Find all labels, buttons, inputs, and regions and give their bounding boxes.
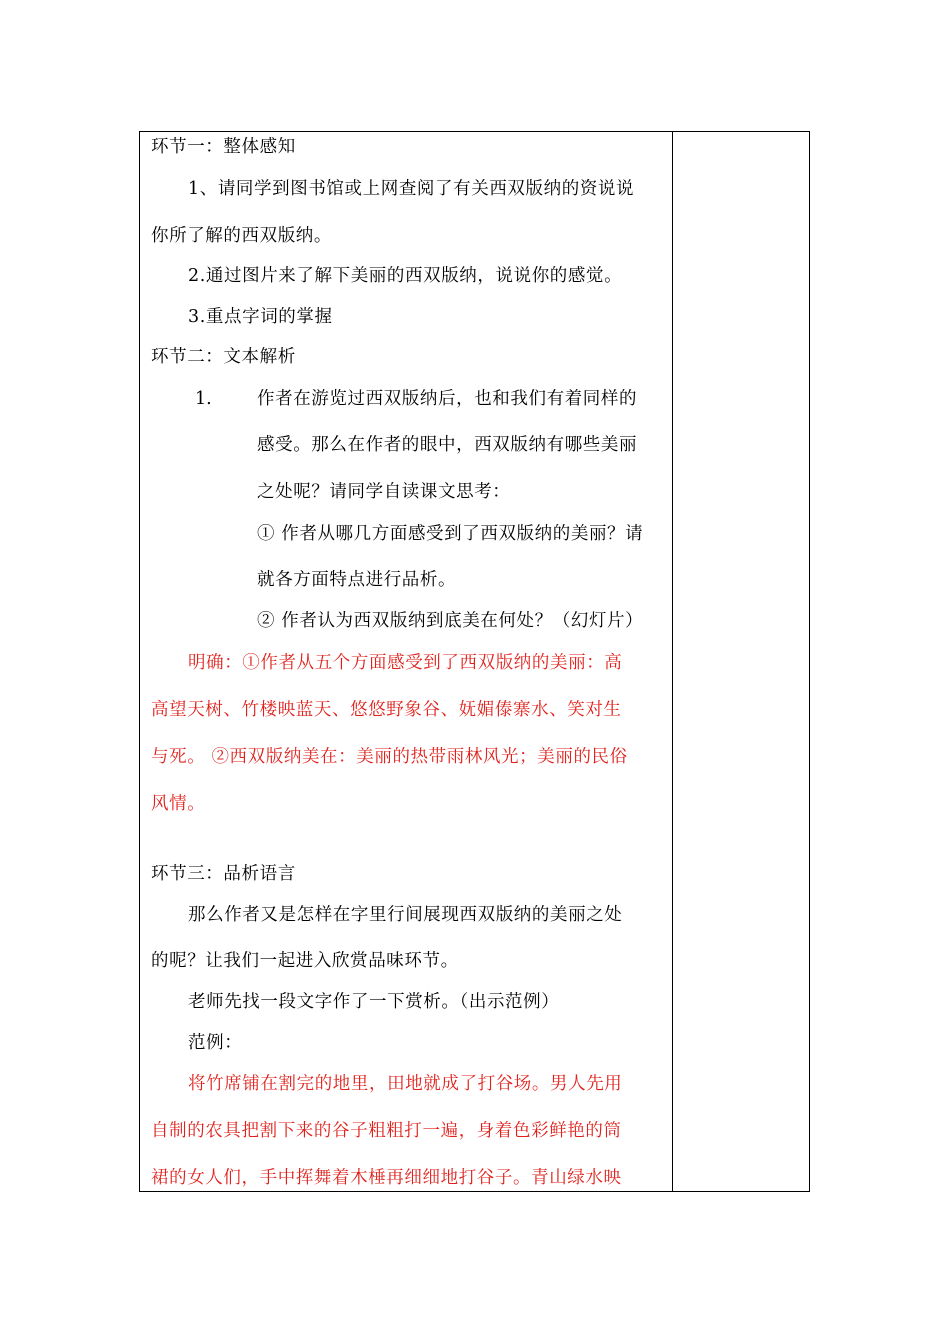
section2-question-line2: 感受。那么在作者的眼中，西双版纳有哪些美丽 bbox=[257, 435, 638, 455]
lesson-plan-table bbox=[139, 131, 810, 1192]
section2-answer-line1: 明确：①作者从五个方面感受到了西双版纳的美丽：高 bbox=[188, 653, 623, 673]
section2-question-line3: 之处呢？请同学自读课文思考： bbox=[257, 482, 511, 502]
section2-list-number: 1. bbox=[195, 389, 212, 409]
section3-intro-line1: 那么作者又是怎样在字里行间展现西双版纳的美丽之处 bbox=[188, 905, 623, 925]
section3-example-line3: 裙的女人们，手中挥舞着木棰再细细地打谷子。青山绿水映 bbox=[151, 1168, 622, 1188]
section3-intro-line2: 的呢？让我们一起进入欣赏品味环节。 bbox=[151, 951, 459, 971]
section3-example-line1: 将竹席铺在割完的地里，田地就成了打谷场。男人先用 bbox=[188, 1074, 623, 1094]
section2-question-line1: 作者在游览过西双版纳后，也和我们有着同样的 bbox=[257, 389, 638, 409]
section2-sub2: ② 作者认为西双版纳到底美在何处？（幻灯片） bbox=[257, 611, 644, 631]
section2-answer-line3: 与死。 ②西双版纳美在：美丽的热带雨林风光；美丽的民俗 bbox=[151, 747, 628, 767]
section3-heading: 环节三：品析语言 bbox=[151, 864, 296, 884]
section2-sub1-line2: 就各方面特点进行品析。 bbox=[257, 570, 457, 590]
section2-heading: 环节二：文本解析 bbox=[151, 347, 296, 367]
section2-answer-line4: 风情。 bbox=[151, 794, 206, 814]
notes-cell bbox=[673, 132, 809, 1191]
section2-sub1-line1: ① 作者从哪几方面感受到了西双版纳的美丽？请 bbox=[257, 524, 644, 544]
section3-example-label: 范例： bbox=[188, 1033, 243, 1053]
section1-item2: 2.通过图片来了解下美丽的西双版纳，说说你的感觉。 bbox=[188, 266, 623, 286]
section2-answer-line2: 高望天树、竹楼映蓝天、悠悠野象谷、妩媚傣寨水、笑对生 bbox=[151, 700, 622, 720]
main-content-cell bbox=[140, 132, 673, 1191]
section1-item1-line2: 你所了解的西双版纳。 bbox=[151, 226, 332, 246]
section1-item1-line1: 1、请同学到图书馆或上网查阅了有关西双版纳的资说说 bbox=[188, 179, 635, 199]
section1-heading: 环节一：整体感知 bbox=[151, 137, 296, 157]
section3-teacher-line: 老师先找一段文字作了一下赏析。（出示范例） bbox=[188, 992, 560, 1012]
section3-example-line2: 自制的农具把割下来的谷子粗粗打一遍，身着色彩鲜艳的筒 bbox=[151, 1121, 622, 1141]
section1-item3: 3.重点字词的掌握 bbox=[188, 307, 333, 327]
